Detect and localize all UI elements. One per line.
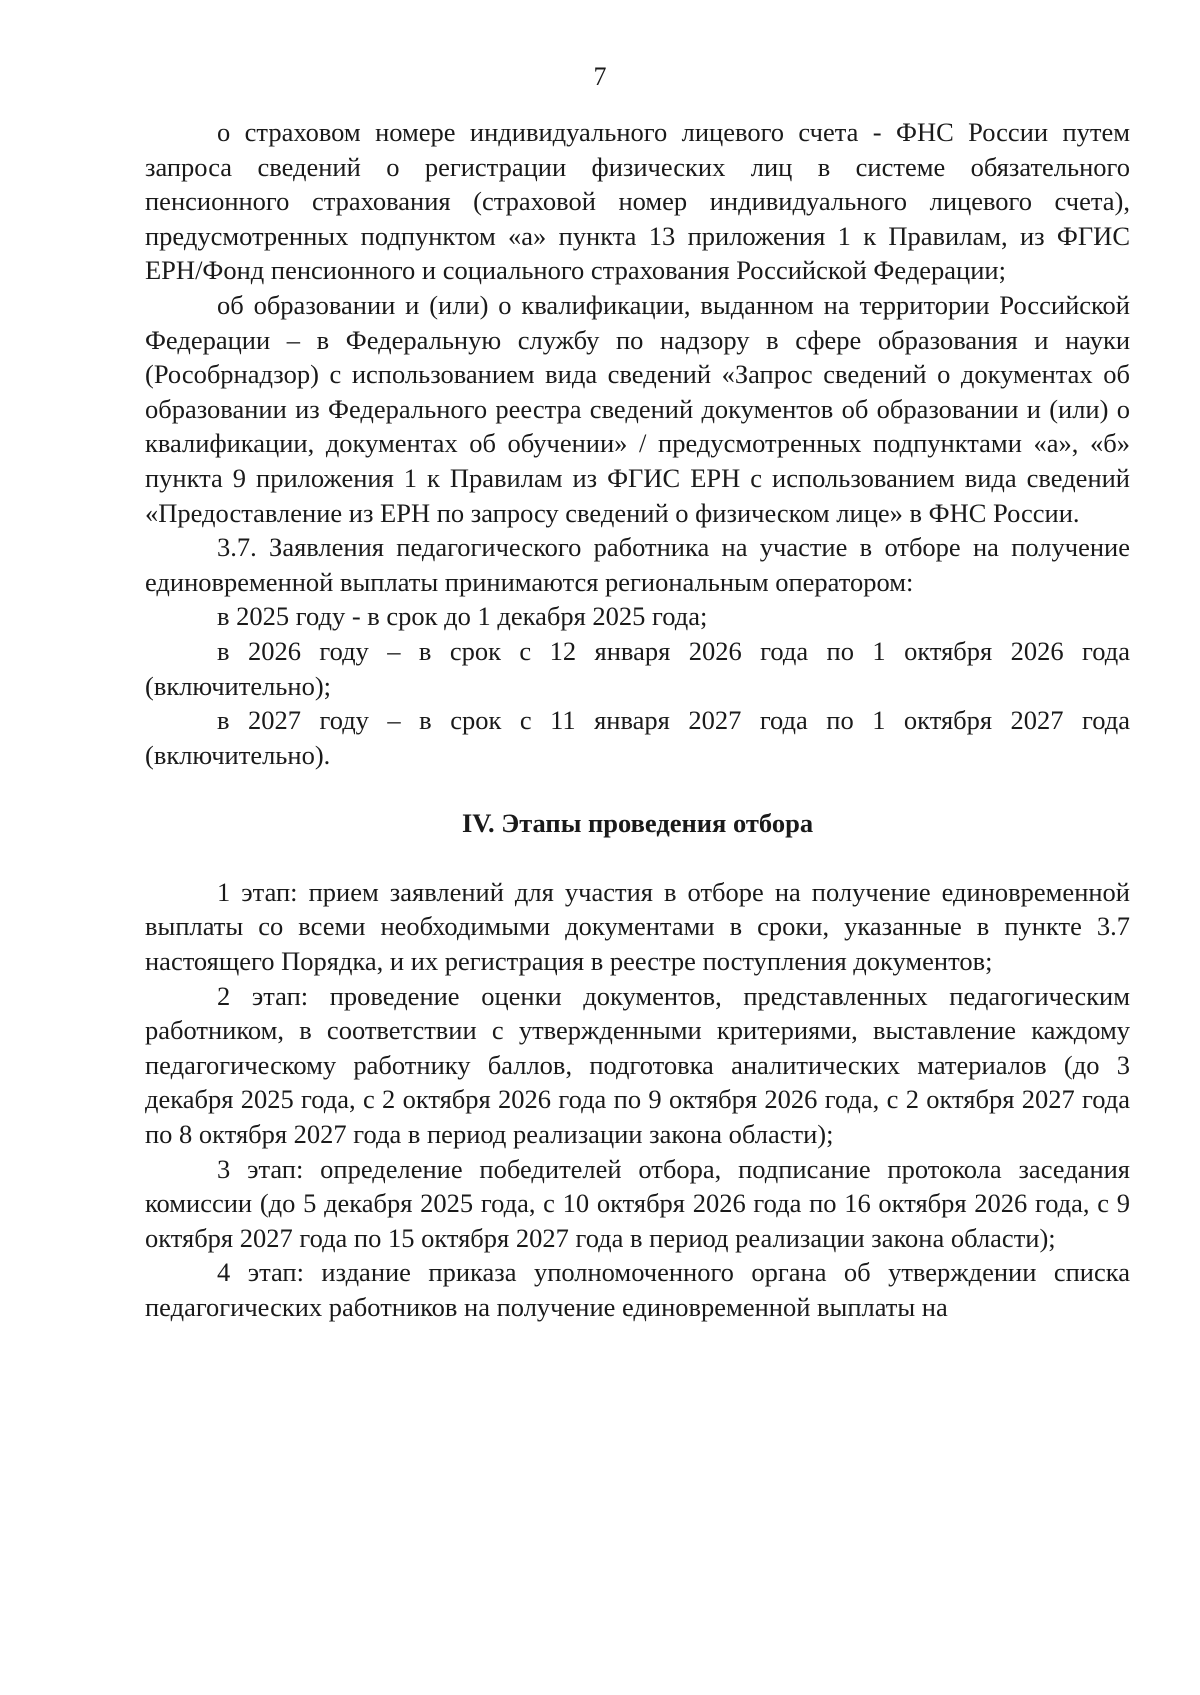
paragraph-deadline-2025: в 2025 году - в срок до 1 декабря 2025 года; [217, 601, 708, 632]
paragraph-education-request: об образовании и (или) о квалификации, выданном на территории Российской Федерации – в Федеральную службу по надзору в сфере образования и науки (Рособрнадзор) с использованием вида сведений «Запрос сведений о документах об образовании из Федерального реестра сведений документов об образовании и (или) о квалификации, документах об обучении» / предусмотренных подпунктами «а», «б» пункта 9 приложения 1 к Правилам из ФГИС ЕРН с использованием вида сведений «Предоставление из ЕРН по запросу сведений о физическом лице» в ФНС России. [145, 289, 1130, 528]
document-body [145, 115, 1130, 1325]
paragraph-stage-3: 3 этап: определение победителей отбора, подписание протокола заседания комиссии (до 5 декабря 2025 года, с 10 октября 2026 года по 16 октября 2026 года, с 9 октября 2027 года по 15 октября 2027 года в период реализации закона области); [145, 1153, 1130, 1253]
section-heading: IV. Этапы проведения отбора [461, 808, 814, 839]
page-number: 7 [593, 62, 607, 91]
paragraph-3-7-applications: 3.7. Заявления педагогического работника на участие в отборе на получение единовременной выплаты принимаются региональным оператором: [145, 532, 1130, 597]
paragraph-snils-request: о страховом номере индивидуального лицевого счета - ФНС России путем запроса сведений о регистрации физических лиц в системе обязательного пенсионного страхования (страховой номер индивидуального лицевого счета), предусмотренных подпунктом «а» пункта 13 приложения 1 к Правилам, из ФГИС ЕРН/Фонд пенсионного и социального страхования Российской Федерации; [145, 117, 1130, 286]
paragraph-stage-2: 2 этап: проведение оценки документов, представленных педагогическим работником, в соответствии с утвержденными критериями, выставление каждому педагогическому работнику баллов, подготовка аналитических материалов (до 3 декабря 2025 года, с 2 октября 2026 года по 9 октября 2026 года, с 2 октября 2027 года по 8 октября 2027 года в период реализации закона области); [145, 980, 1130, 1150]
paragraph-deadline-2027: в 2027 году – в срок с 11 января 2027 года по 1 октября 2027 года (включительно). [145, 705, 1130, 770]
paragraph-stage-4: 4 этап: издание приказа уполномоченного органа об утверждении списка педагогических работников на получение единовременной выплаты на [145, 1257, 1130, 1322]
paragraph-stage-1: 1 этап: прием заявлений для участия в отборе на получение единовременной выплаты со всеми необходимыми документами в сроки, указанные в пункте 3.7 настоящего Порядка, и их регистрация в реестре поступления документов; [145, 876, 1130, 977]
paragraph-deadline-2026: в 2026 году – в срок с 12 января 2026 года по 1 октября 2026 года (включительно); [145, 635, 1130, 701]
